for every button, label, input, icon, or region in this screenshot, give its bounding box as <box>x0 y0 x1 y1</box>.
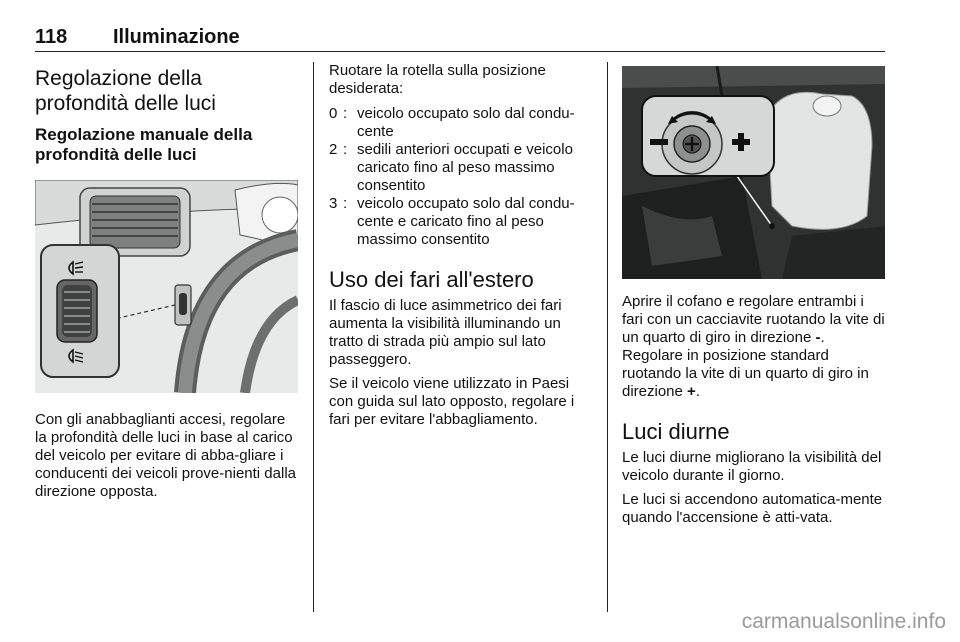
daytime-paragraph-2: Le luci si accendono automatica-mente quando l'accensione è atti-vata. <box>622 491 883 526</box>
position-list <box>329 105 594 249</box>
plus-direction: + <box>687 383 696 400</box>
abroad-paragraph-2: Se il veicolo viene utilizzato in Paesi con guida sul lato opposto, regolare i fari per evitare l'abbagliamento. <box>329 375 575 428</box>
headlight-adjuster-photo <box>622 66 885 279</box>
page-header <box>35 26 885 52</box>
minus-direction: - <box>815 329 821 346</box>
subsection-heading-manual: Regolazione manuale della profondità delle luci <box>35 125 253 164</box>
list-item: 2 : sedili anteriori occupati e veicolo caricato fino al peso massimo consentito <box>329 141 594 195</box>
position-number: 0 <box>329 105 338 122</box>
right-column <box>622 62 885 527</box>
dashboard-illustration <box>35 180 298 393</box>
daytime-paragraph-1: Le luci diurne migliorano la visibilità del veicolo durante il giorno. <box>622 449 882 484</box>
position-description: sedili anteriori occupati e veicolo caricato fino al peso massimo consentito <box>357 141 573 194</box>
minus-icon <box>650 139 668 145</box>
list-item: 3 : veicolo occupato solo dal condu-cente e caricato fino al peso massimo consentito <box>329 195 594 249</box>
position-description: veicolo occupato solo dal condu-cente e caricato fino al peso massimo consentito <box>357 195 575 248</box>
watermark: carmanualsonline.info <box>741 610 946 633</box>
adjuster-screw-detail <box>642 96 774 176</box>
middle-column <box>329 62 594 429</box>
column-divider-1 <box>313 62 314 612</box>
column-divider-2 <box>607 62 608 612</box>
abroad-paragraph-1: Il fascio di luce asimmetrico dei fari aumenta la visibilità illuminando un tratto di strada più ampio sul lato passeggero. <box>329 297 562 368</box>
page-number: 118 <box>35 26 68 48</box>
fluid-reservoir <box>767 92 872 229</box>
wheel-intro-text: Ruotare la rotella sulla posizione desiderata: <box>329 62 546 97</box>
section-heading-depth: Regolazione della profondità delle luci <box>35 67 216 115</box>
position-description: veicolo occupato solo dal condu-cente <box>357 105 575 140</box>
position-number: 2 <box>329 141 338 158</box>
section-heading-abroad: Uso dei fari all'estero <box>329 267 534 292</box>
section-heading-daytime: Luci diurne <box>622 419 730 444</box>
list-item: 0 : veicolo occupato solo dal condu-cente <box>329 105 594 141</box>
position-number: 3 <box>329 195 338 212</box>
depth-adjust-text: Con gli anabbaglianti accesi, regolare la profondità delle luci in base al carico del veicolo per evitare di abba-gliare i conducenti dei veicoli prove-nienti dalla direzione opposta. <box>35 411 296 500</box>
chapter-title: Illuminazione <box>113 26 240 48</box>
left-column <box>35 62 298 501</box>
header-divider <box>35 51 885 52</box>
adjust-instructions: Aprire il cofano e regolare entrambi i fari con un cacciavite ruotando la vite di un quarto di giro in direzione -. Regolare in posizione standard ruotando la vite di un quarto di giro in direzione +. <box>622 293 885 400</box>
